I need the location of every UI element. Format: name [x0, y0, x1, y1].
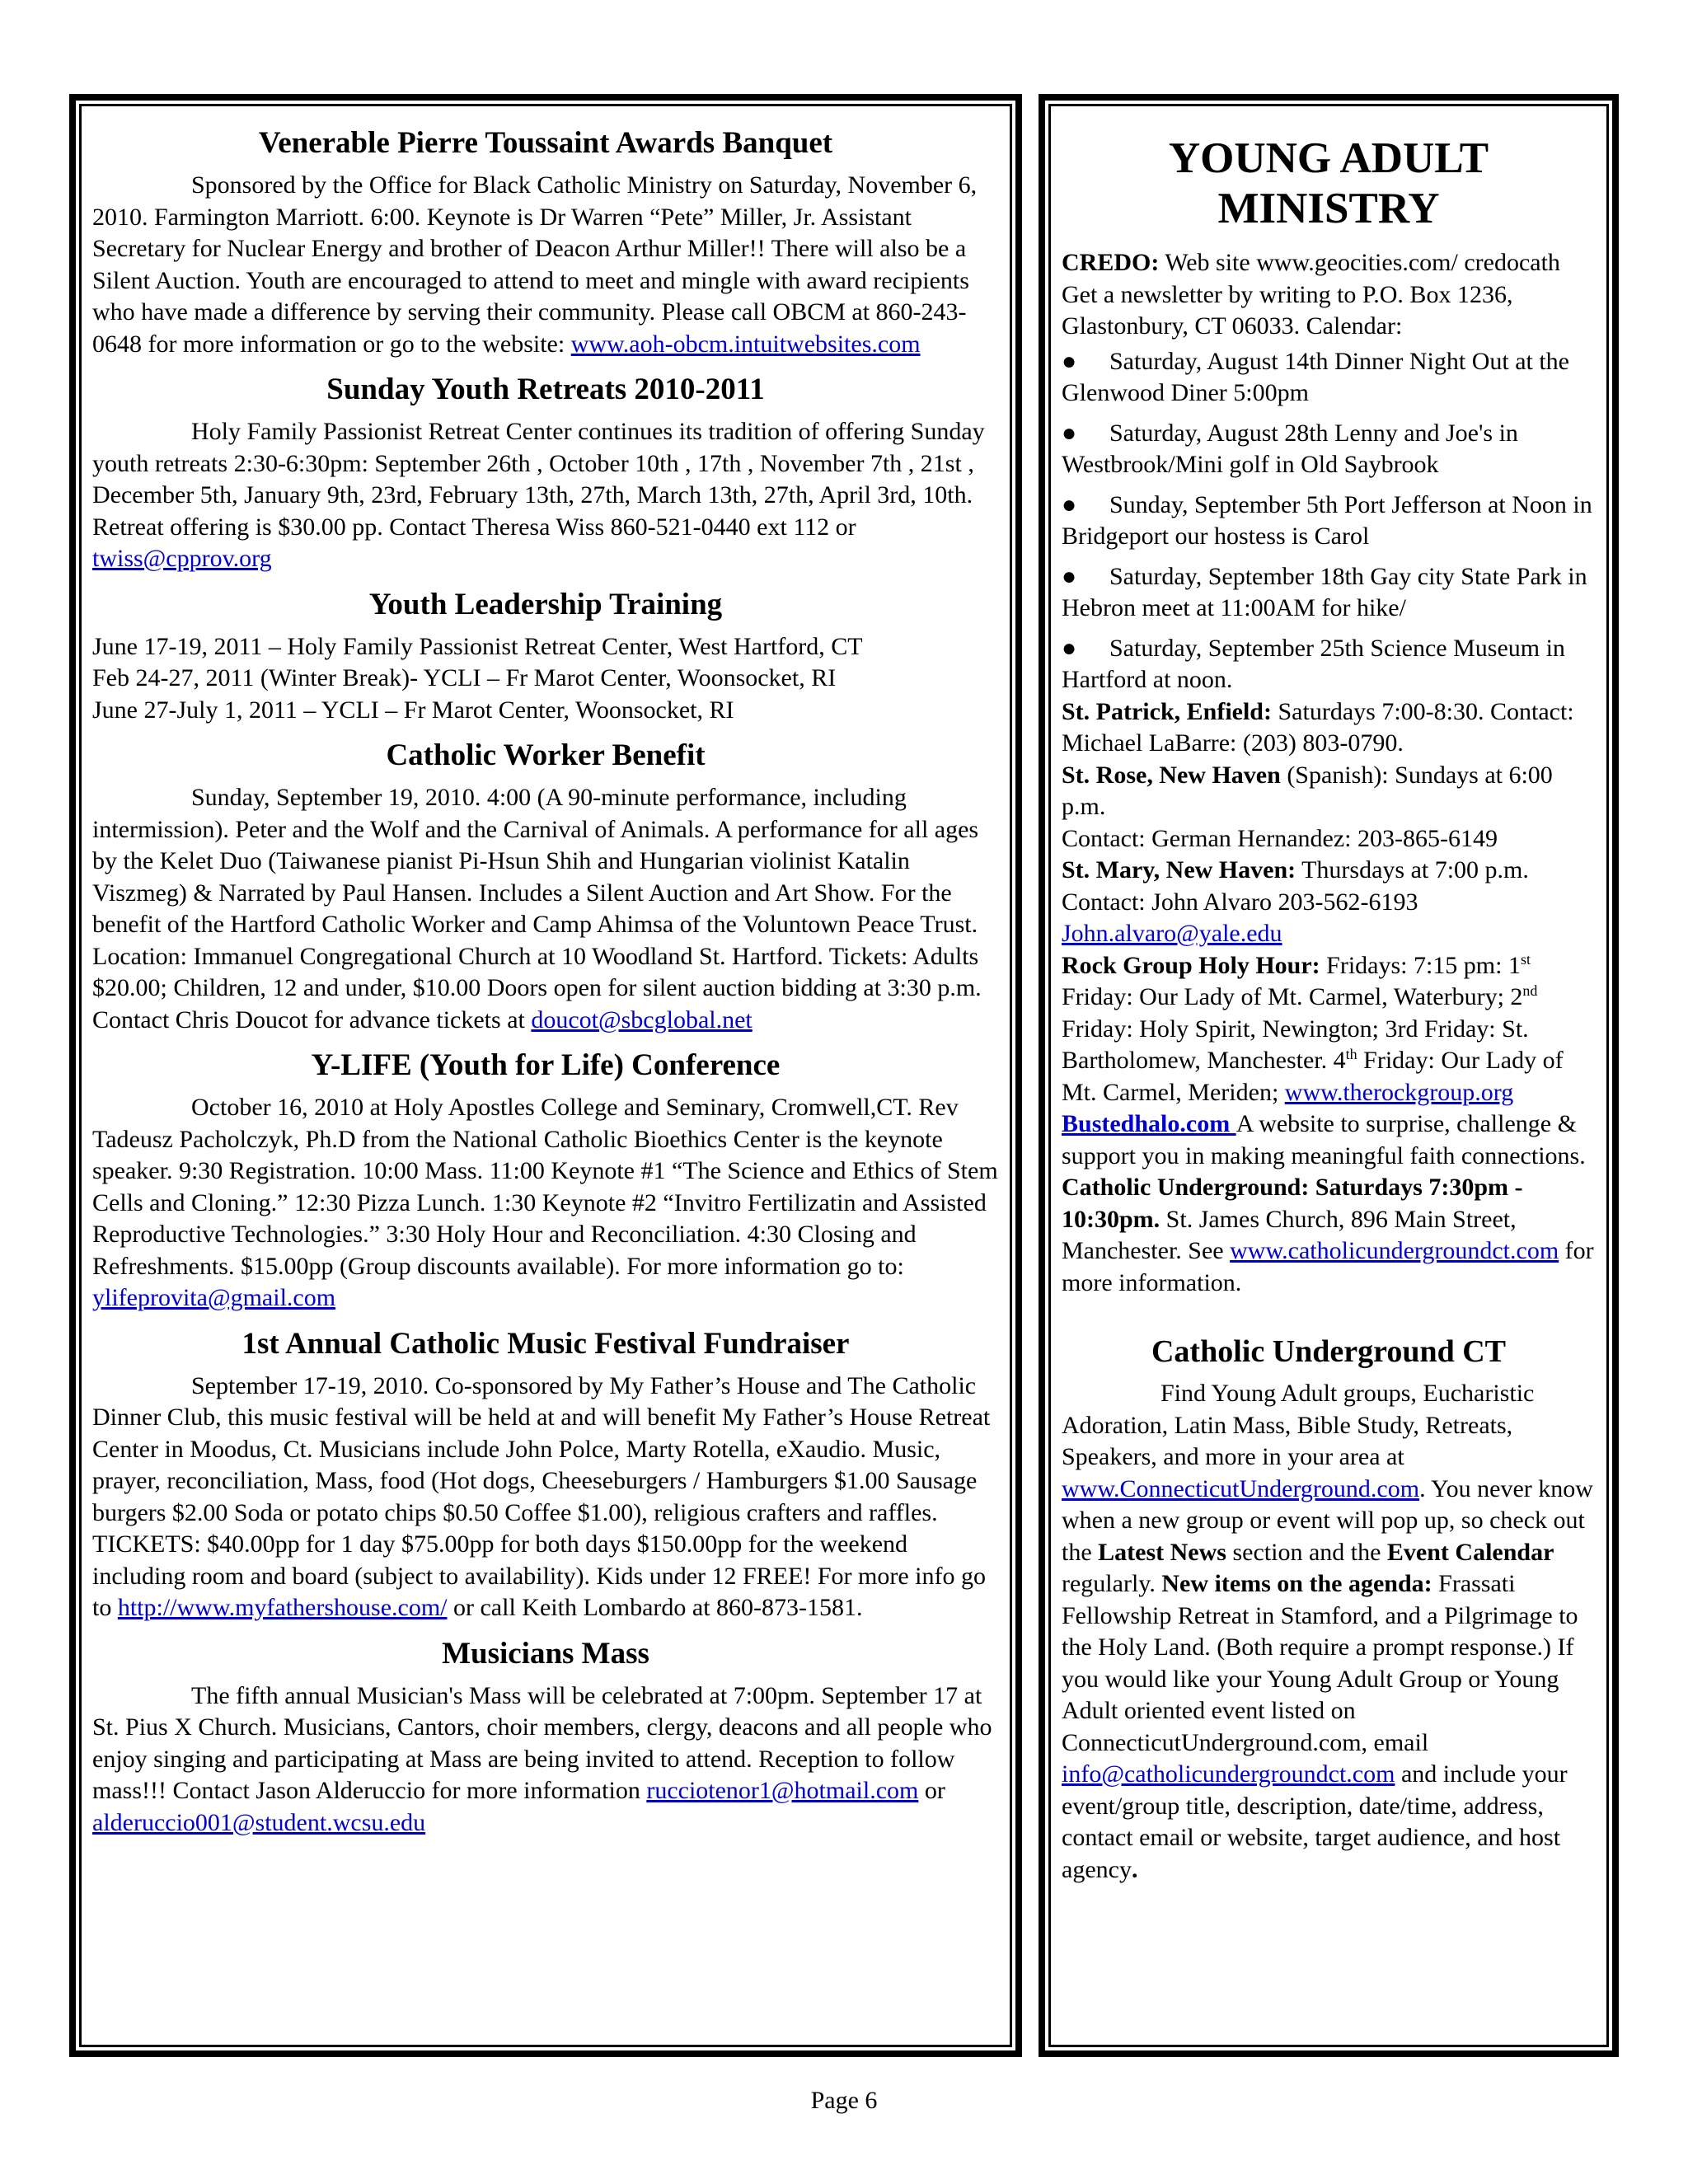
credo-calendar-list — [1062, 346, 1596, 665]
link-rucciotenor-email[interactable]: rucciotenor1@hotmail.com — [646, 1777, 919, 1804]
leadership-line-3: June 27-July 1, 2011 – YCLI – Fr Marot Center, Woonsocket, RI — [92, 696, 734, 724]
article-body-catholic-worker: Sunday, September 19, 2010. 4:00 (A 90-minute performance, including intermission). Peter and the Wolf and the Carnival of Animals. A performance for all ages by the Kelet Duo (Taiwanese pianist Pi-Hsun Shih and Hungarian violinist Katalin Viszmeg) & Narrated by Paul Hansen. Includes a Silent Auction and Art Show. For the benefit of the Hartford Catholic Worker and Camp Ahimsa of the Voluntown Peace Trust. Location: Immanuel Congregational Church at 10 Woodland St. Hartford. Tickets: Adults $20.00; Children, 12 and under, $10.00 Doors open for silent auction bidding at 3:30 p.m. Contact Chris Doucot for advance tickets at doucot@sbcglobal.net — [92, 784, 982, 1033]
link-catholicundergroundct[interactable]: www.catholicundergroundct.com — [1230, 1237, 1559, 1264]
link-alvaro-email[interactable]: John.alvaro@yale.edu — [1062, 920, 1282, 947]
rock-group-paragraph: Rock Group Holy Hour: Fridays: 7:15 pm: 1st Friday: Our Lady of Mt. Carmel, Waterbury; 2nd Friday: Holy Spirit, Newington; 3rd Friday: St. Bartholomew, Manchester. 4th Friday: Our Lady of Mt. Carmel, Meriden; www.therockgroup.org — [1062, 950, 1564, 1106]
catholic-underground-paragraph: Catholic Underground: Saturdays 7:30pm - 10:30pm. St. James Church, 896 Main Street, Manchester. See www.catholicundergroundct.com for more information. — [1062, 1174, 1594, 1296]
article-body-musicians-mass: The fifth annual Musician's Mass will be celebrated at 7:00pm. September 17 at St. Pius X Church. Musicians, Cantors, choir members, clergy, deacons and all people who enjoy singing and participating at Mass are being invited to attend. Reception to follow mass!!! Contact Jason Alderuccio for more information rucciotenor1@hotmail.com or alderuccio001@student.wcsu.edu — [92, 1681, 992, 1836]
article-title-catholic-worker: Catholic Worker Benefit — [386, 738, 706, 772]
article-body-ylife: October 16, 2010 at Holy Apostles College and Seminary, Cromwell,CT. Rev Tadeusz Pacholczyk, Ph.D from the National Catholic Bioethics Center is the keynote speaker. 9:30 Registration. 10:00 Mass. 11:00 Keynote #1 “The Science and Ethics of Stem Cells and Cloning.” 12:30 Pizza Lunch. 1:30 Keynote #2 “Invitro Fertilizatin and Assisted Reproductive Technologies.” 3:30 Holy Hour and Reconciliation. 4:30 Closing and Refreshments. $15.00pp (Group discounts available). For more information go to: ylifeprovita@gmail.com — [92, 1094, 998, 1311]
link-bustedhalo[interactable]: Bustedhalo.com — [1062, 1110, 1236, 1137]
bullet-icon: ● — [1062, 562, 1077, 590]
article-title-toussaint: Venerable Pierre Toussaint Awards Banquet — [258, 126, 833, 160]
article-title-musicians-mass: Musicians Mass — [442, 1636, 649, 1671]
link-therockgroup[interactable]: www.therockgroup.org — [1284, 1078, 1514, 1106]
link-alderuccio-email[interactable]: alderuccio001@student.wcsu.edu — [92, 1808, 426, 1836]
young-adult-ministry-title: YOUNG ADULT MINISTRY — [1168, 134, 1489, 232]
st-rose-paragraph: St. Rose, New Haven (Spanish): Sundays at 6:00 p.m. — [1062, 761, 1553, 820]
article-title-youth-retreats: Sunday Youth Retreats 2010-2011 — [326, 373, 765, 406]
right-column-box — [1039, 94, 1619, 2057]
link-myfathershouse[interactable]: http://www.myfathershouse.com/ — [117, 1594, 448, 1621]
list-item: ● Saturday, August 28th Lenny and Joe's in Westbrook/Mini golf in Old Saybrook — [1062, 419, 1518, 478]
bullet-icon: ● — [1062, 419, 1077, 447]
list-item: ● Saturday, September 18th Gay city State Park in Hebron meet at 11:00AM for hike/ — [1062, 562, 1587, 621]
list-item: ● Saturday, August 14th Dinner Night Out at the Glenwood Diner 5:00pm — [1062, 347, 1569, 406]
list-item: ● Sunday, September 5th Port Jefferson at Noon in Bridgeport our hostess is Carol — [1062, 490, 1592, 550]
st-patrick-paragraph: St. Patrick, Enfield: Saturdays 7:00-8:30. Contact: Michael LaBarre: (203) 803-0790. — [1062, 697, 1574, 757]
bullet-tail: Hartford at noon. — [1062, 666, 1233, 693]
bullet-icon: ● — [1062, 490, 1077, 518]
credo-paragraph: CREDO: Web site www.geocities.com/ credocath Get a newsletter by writing to P.O. Box 1236, Glastonbury, CT 06033. Calendar: — [1062, 249, 1560, 340]
article-title-music-festival: 1st Annual Catholic Music Festival Fundraiser — [241, 1326, 850, 1361]
link-info-email[interactable]: info@catholicundergroundct.com — [1062, 1760, 1395, 1788]
leadership-line-2: Feb 24-27, 2011 (Winter Break)- YCLI – Fr Marot Center, Woonsocket, RI — [92, 664, 837, 691]
link-connecticutunderground[interactable]: www.ConnecticutUnderground.com — [1062, 1474, 1420, 1502]
left-column-box — [69, 94, 1022, 2057]
article-body-music-festival: September 17-19, 2010. Co-sponsored by My Father’s House and The Catholic Dinner Club, this music festival will be held at and will benefit My Father’s House Retreat Center in Moodus, Ct. Musicians include John Polce, Marty Rotella, eXaudio. Music, prayer, reconciliation, Mass, food (Hot dogs, Cheeseburgers / Hamburgers $1.00 Sausage burgers $2.00 Soda or potato chips $0.50 Coffee $1.00), religious crafters and raffles. TICKETS: $40.00pp for 1 day $75.00pp for both days $150.00pp for the weekend including room and board (subject to availability). Kids under 12 FREE! For more info go to http://www.myfathershouse.com/ or call Keith Lombardo at 860-873-1581. — [92, 1371, 991, 1621]
link-twiss-email[interactable]: twiss@cpprov.org — [92, 545, 272, 572]
article-title-ylife: Y-LIFE (Youth for Life) Conference — [311, 1048, 781, 1082]
link-obcm-website[interactable]: www.aoh-obcm.intuitwebsites.com — [570, 330, 921, 358]
bullet-icon: ● — [1062, 347, 1077, 375]
link-ylife-email[interactable]: ylifeprovita@gmail.com — [92, 1284, 336, 1311]
catholic-underground-ct-body: Find Young Adult groups, Eucharistic Adoration, Latin Mass, Bible Study, Retreats, Speakers, and more in your area at www.ConnecticutUnderground.com. You never know when a new group or event will pop up, so check out the Latest News section and the Event Calendar regularly. New items on the agenda: Frassati Fellowship Retreat in Stamford, and a Pilgrimage to the Holy Land. (Both require a prompt response.) If you would like your Young Adult Group or Young Adult oriented event listed on ConnecticutUnderground.com, email info@catholicundergroundct.com and include your event/group title, description, date/time, address, contact email or website, target audience, and host agency. — [1062, 1380, 1593, 1883]
link-doucot-email[interactable]: doucot@sbcglobal.net — [531, 1005, 753, 1033]
list-item: ● Saturday, September 25th Science Museum in — [1062, 633, 1596, 665]
article-title-leadership: Youth Leadership Training — [368, 587, 723, 621]
st-mary-paragraph: St. Mary, New Haven: Thursdays at 7:00 p.m. Contact: John Alvaro 203-562-6193 John.alvaro@yale.edu — [1062, 856, 1529, 947]
bullet-icon: ● — [1062, 634, 1077, 662]
leadership-line-1: June 17-19, 2011 – Holy Family Passionist Retreat Center, West Hartford, CT — [92, 632, 863, 660]
page-number: Page 6 — [810, 2087, 878, 2114]
catholic-underground-ct-title: Catholic Underground CT — [1151, 1334, 1507, 1369]
article-body-toussaint: Sponsored by the Office for Black Catholic Ministry on Saturday, November 6, 2010. Farmington Marriott. 6:00. Keynote is Dr Warren “Pete” Miller, Jr. Assistant Secretary for Nuclear Energy and brother of Deacon Arthur Miller!! There will also be a Silent Auction. Youth are encouraged to attend to meet and mingle with award recipients who have made a difference by serving their community. Please call OBCM at 860-243-0648 for more information or go to the website: www.aoh-obcm.intuitwebsites.com — [92, 171, 978, 358]
busted-halo-paragraph: Bustedhalo.com A website to surprise, challenge & support you in making meaningful faith connections. — [1062, 1110, 1586, 1169]
article-body-youth-retreats: Holy Family Passionist Retreat Center continues its tradition of offering Sunday youth retreats 2:30-6:30pm: September 26th , October 10th , 17th , November 7th , 21st , December 5th, January 9th, 23rd, February 13th, 27th, March 13th, 27th, April 3rd, 10th. Retreat offering is $30.00 pp. Contact Theresa Wiss 860-521-0440 ext 112 or twiss@cpprov.org — [92, 418, 985, 572]
st-rose-contact: Contact: German Hernandez: 203-865-6149 — [1062, 824, 1498, 852]
